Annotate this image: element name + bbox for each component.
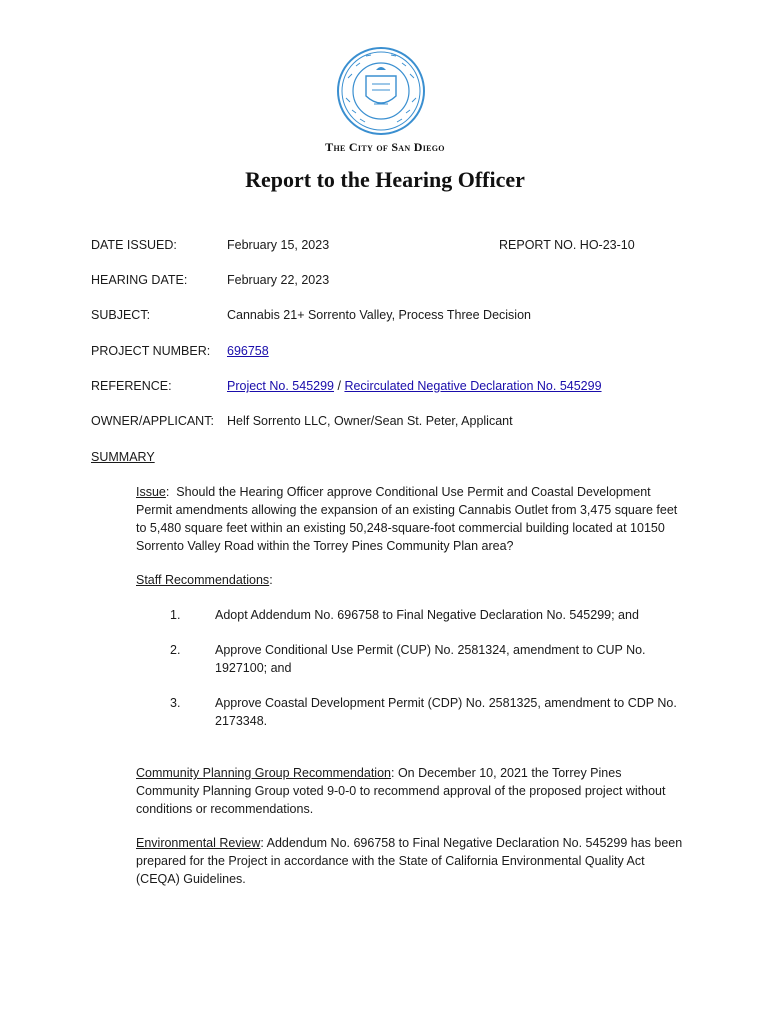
subject-value: Cannabis 21+ Sorrento Valley, Process Three Decision bbox=[227, 308, 531, 322]
date-issued-label: DATE ISSUED: bbox=[91, 238, 177, 252]
environmental-review-paragraph bbox=[136, 834, 684, 888]
reference-separator: / bbox=[334, 379, 345, 393]
date-issued-value: February 15, 2023 bbox=[227, 238, 330, 252]
issue-paragraph bbox=[136, 483, 684, 555]
city-name: The City of San Diego bbox=[325, 140, 445, 154]
issue-text: : Should the Hearing Officer approve Conditional Use Permit and Coastal Development Permit amendments allowing the expansion of an existing Cannabis Outlet from 3,475 square feet to 5,480 square feet within an existing 50,248-square-foot commercial building located at 10150 Sorrento Valley Road within the Torrey Pines Community Plan area? bbox=[136, 485, 681, 553]
staff-colon: : bbox=[269, 573, 273, 587]
reference-negative-declaration-link[interactable]: Recirculated Negative Declaration No. 545299 bbox=[344, 379, 602, 393]
subject-label: SUBJECT: bbox=[91, 308, 151, 322]
owner-label: OWNER/APPLICANT: bbox=[91, 414, 214, 428]
project-number-label: PROJECT NUMBER: bbox=[91, 344, 211, 358]
recommendation-number: 2. bbox=[170, 643, 181, 657]
recommendation-text: Approve Coastal Development Permit (CDP) No. 2581325, amendment to CDP No. 2173348. bbox=[215, 696, 677, 728]
recommendation-number: 3. bbox=[170, 696, 181, 710]
staff-label: Staff Recommendations bbox=[136, 573, 270, 587]
env-label: Environmental Review bbox=[136, 836, 261, 850]
cpg-text: : On December 10, 2021 the Torrey Pines Community Planning Group voted 9-0-0 to recommend approval of the proposed project without conditions or recommendations. bbox=[136, 766, 666, 816]
project-number-link[interactable]: 696758 bbox=[227, 344, 269, 358]
recommendation-number: 1. bbox=[170, 608, 181, 622]
issue-label: Issue bbox=[136, 485, 166, 499]
report-number: REPORT NO. HO-23-10 bbox=[499, 238, 635, 252]
env-text: : Addendum No. 696758 to Final Negative Declaration No. 545299 has been prepared for the Project in accordance with the State of California Environmental Quality Act (CEQA) Guidelines. bbox=[136, 836, 683, 886]
recommendation-text: Approve Conditional Use Permit (CUP) No. 2581324, amendment to CUP No. 1927100; and bbox=[215, 643, 646, 675]
cpg-label: Community Planning Group Recommendation bbox=[136, 766, 391, 780]
reference-value bbox=[227, 377, 602, 395]
summary-heading: SUMMARY bbox=[91, 450, 155, 464]
owner-value: Helf Sorrento LLC, Owner/Sean St. Peter, Applicant bbox=[227, 414, 513, 428]
reference-project-link[interactable]: Project No. 545299 bbox=[227, 379, 335, 393]
city-seal-icon bbox=[336, 46, 426, 136]
page-title: Report to the Hearing Officer bbox=[245, 167, 525, 192]
reference-label: REFERENCE: bbox=[91, 379, 172, 393]
hearing-date-value: February 22, 2023 bbox=[227, 273, 330, 287]
staff-recommendations-heading bbox=[136, 571, 684, 589]
hearing-date-label: HEARING DATE: bbox=[91, 273, 188, 287]
cpg-paragraph bbox=[136, 764, 684, 818]
recommendation-text: Adopt Addendum No. 696758 to Final Negative Declaration No. 545299; and bbox=[215, 608, 639, 622]
